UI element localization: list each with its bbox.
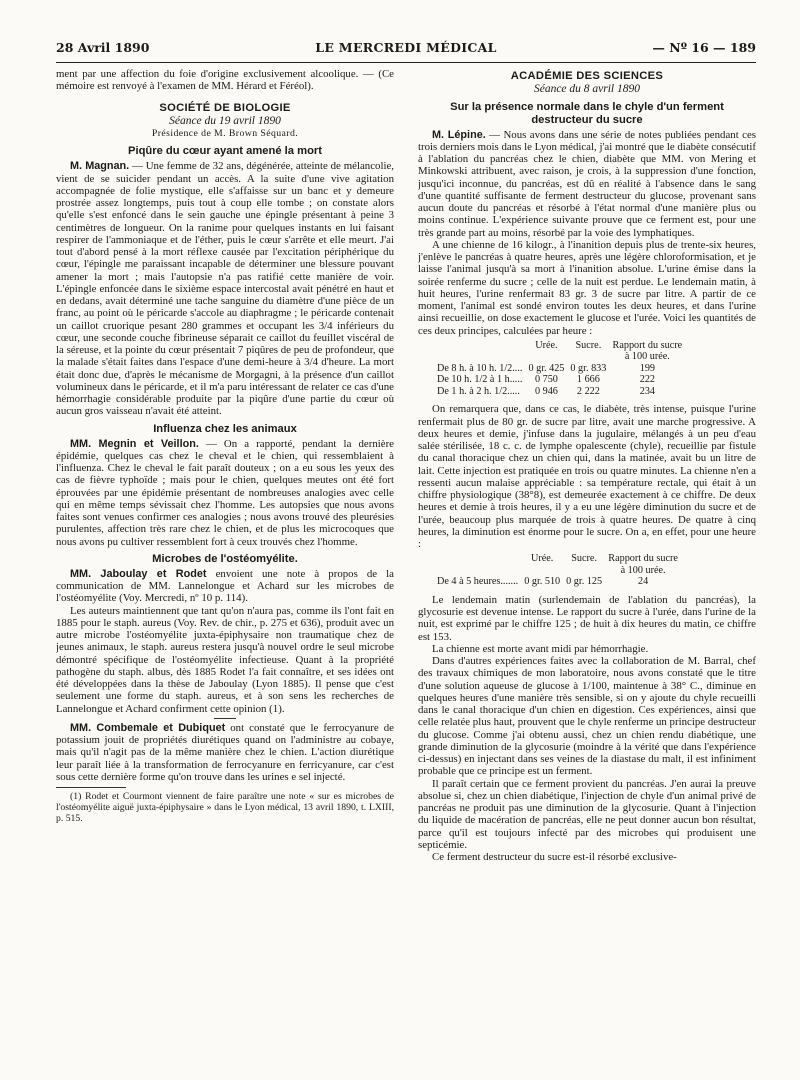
- issue-page-number: — Nº 16 — 189: [652, 40, 756, 55]
- table-cell: 0 750: [534, 374, 558, 386]
- academy-title: ACADÉMIE DES SCIENCES: [510, 70, 664, 82]
- table-header-row: [434, 553, 681, 576]
- paragraph-text: ont constaté que le ferrocyanure de potassium jouit de propriétés diurétiques quand on l'administre au cobaye, mais qu'il n'agit pas de la même manière chez le chien. L'action diurétique leur paraît liée à la transformation de ferrocyanure en ferricyanure, car c'est sous cette dernière forme qu'on trouve dans les urines e sel injecté.: [56, 721, 394, 783]
- table-row: [434, 363, 685, 375]
- paragraph-authors-maintain: Les auteurs maintiennent que tant qu'on n'aura pas, comme ils l'ont fait en 1885 pour le staph. aureus (Voy. Rev. de chir., p. 275 et 636), produit avec un autre microbe l'ostéomyélite juxta-épiphysaire non traumatique chez de jeunes animaux, le staph. aureus restera jusqu'à nouvel ordre le seul microbe démontré spécifique de l'ostéomyélite infectieuse. Quant à la propriété pathogène du staph. albus, dès 1885 Rodet l'a fait connaître, et ses idées ont été développées dans la thèse de Jaboulay (Lyon 1885). Il pense que c'est seulement une forme du staph. aureus, et à son sens les recherches de Lannelongue et Achard confirment cette opinion (1).: [56, 604, 394, 715]
- section-divider: [214, 718, 236, 719]
- table-cell: 0 gr. 833: [570, 362, 607, 374]
- table-cell: 0 gr. 425: [528, 362, 565, 374]
- table-cell: 222: [639, 374, 655, 386]
- footnote-rule: [56, 787, 126, 788]
- intro-paragraph: ment par une affection du foie d'origine exclusivement alcoolique. — (Ce mémoire est renvoyé à l'examen de MM. Hérard et Féréol).: [56, 68, 394, 93]
- paragraph-experiment: A une chienne de 16 kilogr., à l'inanition depuis plus de trente-six heures, j'enlève le pancréas à quatre heures, après une légère chloroformisation, et je laisse l'animal jusqu'à sa mort à l'inanition absolue. L'urine émise dans la soirée renferme du sucre ; celle de la nuit est perdue. Le lendemain matin, à huit heures, l'urine renfermait 83 gr. 3 de sucre par litre. A partir de ce moment, l'animal est sondé environ toutes les deux heures, et dans l'urine ainsi recueillie, on dose exactement le glucose et l'urée. Voici les quantités de ces deux principes, calculées par heure :: [418, 238, 756, 337]
- table-urea-sugar-2: [434, 553, 681, 588]
- paragraph-remark: On remarquera que, dans ce cas, le diabète, très intense, puisque l'urine renfermait plus de 80 gr. de sucre par litre, avait une marche progressive. A deux heures et demie, j'infuse dans la jugulaire, mélangés à un peu d'eau salée stérilisée, 18 c. c. de lymphe opalescente (chyle), recueillie par fistule du canal thoracique chez un chien qui, dans la matinée, avait bu un litre de lait. Cette injection est pratiquée en trois ou quatre minutes. La chienne n'en a ressenti aucun malaise appréciable : sa température rectale, qui était à un chiffre physiologique (38°8), est demeurée exactement à ce chiffre. De deux heures et demie à trois heures, il y a eu une légère diminution du sucre et de l'urée, beaucoup plus marquée de trois à quatre heures. De quatre à cinq heures, la diminution est énorme pour le sucre. On a, en effet, pour une heure :: [418, 403, 756, 550]
- table-header-cell: Urée.: [535, 339, 558, 351]
- speaker-name: MM. Megnin et Veillon.: [70, 437, 199, 450]
- table-cell: 0 gr. 125: [566, 576, 603, 588]
- table-cell: 2 222: [576, 385, 600, 397]
- section-title-osteomyelitis: Microbes de l'ostéomyélite.: [152, 552, 298, 565]
- paragraph-continuation: Ce ferment destructeur du sucre est-il résorbé exclusive-: [432, 851, 677, 863]
- table-header-cell: Sucre.: [571, 553, 597, 565]
- table-cell: De 4 à 5 heures.......: [437, 576, 519, 588]
- paragraph-jaboulay-rodet: [56, 568, 394, 605]
- table-cell: 234: [639, 385, 655, 397]
- paragraph-text: envoient une note à propos de la communication de MM. Lannelongue et Achard sur les microbes de l'ostéomyélite (Voy. Mercredi, nº 10 p. 114).: [56, 567, 394, 605]
- paragraph-text: — Une femme de 32 ans, dégénérée, atteinte de mélancolie, vient de se suicider pendant un accès. A la suite d'une vive agitation accompagnée de folie mystique, elle s'affaisse sur un banc et y demeure prostrée assez longtemps, puis tout à coup elle tombe ; on constate alors qu'elle s'est enfoncé dans le sein gauche une épingle présentant à peine 3 centimètres de longueur. On la ranime pour quelques instants en lui faisant respirer de l'ammoniaque et de l'éther, puis le cœur s'arrête et elle meurt. J'ai tout d'abord pensé à la mort réflexe causée par l'excitation périphérique du cœur, l'épingle me paraissant incapable de déterminer une blessure pouvant amener la mort ; mais l'autopsie n'a pas ratifié cette manière de voir. L'épingle enfoncée dans le sixième espace intercostal avait pénétré en haut et en dedans, avait déterminé une tache sanguine du diamètre d'une pièce de un franc, au point où le péricarde s'accole au diaphragme ; le péricarde contenait un caillot cruorique pesant 280 grammes et occupant les 3/4 inférieurs du cœur, une seconde couche fibrineuse séparait ce caillot du feuillet viscéral de la séreuse, et la pointe du cœur présentait 7 piqûres de peu de profondeur, que la malade s'était faites dans l'espace d'une demi-heure à 3/4 d'heure. La mort était donc due, d'après le mécanisme de Morgagni, à la présence d'un caillot volumineux dans le péricarde, et il m'a paru intéressant de relater ce cas d'une hémorrhagie considérable produite par la piqûre d'une partie du cœur où aucun gros vaisseau n'avait été atteint.: [56, 160, 394, 418]
- journal-title: LE MERCREDI MÉDICAL: [315, 40, 497, 55]
- table-header-cell: Urée.: [531, 553, 554, 565]
- table-header-cell: [434, 553, 521, 576]
- paragraph-megnin-veillon: [56, 438, 394, 548]
- table-header-cell: [434, 340, 525, 363]
- running-header: [56, 40, 756, 58]
- paragraph-barral: Dans d'autres expériences faites avec la collaboration de M. Barral, chef des travaux chimiques de mon laboratoire, nous avons constaté que le titre d'une solution aqueuse de glucose à 1/100, maintenue à 38° C., diminue en quelques heures d'une manière très sensible, si on y ajoute du chyle recueilli dans le canal thoracique d'un chien en digestion. Ces expériences, ainsi que celle relatée plus haut, prouvent que le chyle renferme un principe destructeur du glucose. Comme j'ai obtenu aussi, chez un chien rendu diabétique, une grande diminution de la glycosurie (moindre à la vérité que dans l'expérience ci-dessus) en injectant dans ses veines de la diastase du malt, il est infiniment probable que ce principe est un ferment.: [418, 655, 756, 778]
- table-cell: De 1 h. à 2 h. 1/2.....: [437, 385, 520, 397]
- session-date: Séance du 19 avril 1890: [169, 114, 281, 127]
- right-column: [418, 68, 756, 1078]
- table-cell: 199: [639, 362, 655, 374]
- table-cell: 24: [638, 576, 649, 588]
- table-header-cell: Rapport du sucre à 100 urée.: [612, 339, 683, 363]
- society-title: SOCIÉTÉ DE BIOLOGIE: [159, 101, 291, 114]
- paragraph-text: — On a rapporté, pendant la dernière épidémie, quelques cas chez le cheval et le chien, qui ressemblaient à l'influenza. Chez le cheval le fait paraît douteux ; on a eu sous les yeux des cas de fièvre typhoïde ; mais pour le chien, quelques meutes ont été fort éprouvées par une épidémie présentant de nombreuses analogies avec celle qui en même temps sévissait chez l'homme. Les autopsies que nous avons faites sont venues confirmer ces analogies ; nous avons trouvé des pleurésies purulentes, affection très rare chez le chien, et de plus les microcoques que nous avons pu cultiver ressemblent fort à ceux trouvés chez l'homme.: [56, 437, 394, 548]
- speaker-name: M. Lépine.: [432, 128, 486, 141]
- footnote: (1) Rodet et Courmont viennent de faire paraître une note « sur es microbes de l'ostéomyélite aiguë juxta-épiphysaire » dans le Lyon médical, 13 avril 1890, t. LXIII, p. 515.: [56, 791, 394, 824]
- table-header-row: [434, 340, 685, 363]
- paragraph-ferment-origin: Il paraît certain que ce ferment provient du pancréas. J'en aurai la preuve absolue si, chez un chien diabétique, l'injection de chyle d'un animal privé de pancréas ne produit pas une diminution de la glycosurie. Quant à l'injection du liquide de macération de pancréas, elle ne peut donner aucun bon résultat, parce qu'il est toujours infecté par des microbes qui produisent une septicémie.: [418, 777, 756, 851]
- paragraph-lepine: [418, 129, 756, 239]
- table-cell: De 10 h. 1/2 à 1 h.....: [437, 374, 523, 386]
- presidency-line: Présidence de M. Brown Séquard.: [151, 128, 299, 139]
- paragraph-combemale-dubiquet: [56, 722, 394, 783]
- table-row: [434, 386, 685, 398]
- table-row: [434, 374, 685, 386]
- table-cell: 0 946: [534, 385, 558, 397]
- header-rule: [56, 62, 756, 63]
- speaker-name: MM. Combemale et Dubiquet: [70, 721, 226, 734]
- table-header-cell: Rapport du sucre à 100 urée.: [608, 553, 678, 576]
- table-row: [434, 576, 681, 588]
- table-cell: De 8 h. à 10 h. 1/2....: [437, 362, 523, 374]
- academy-session-date: Séance du 8 avril 1890: [533, 83, 641, 96]
- paragraph-text: — Nous avons dans une série de notes publiées pendant ces trois derniers mois dans le Lyon médical, j'ai montré que le diabète consécutif à l'ablation du pancréas chez le chien, diabète que MM. von Mering et Minkowski attribuent, avec raison, je crois, à la suppression d'une fonction, jusqu'ici inconnue, du pancréas, est dû en réalité à l'absence dans le sang d'une quantité suffisante de ferment destructeur du glucose, provenant sans aucun doute du pancréas et résorbé à l'état normal d'une manière plus ou moins continue. L'expérience suivante prouve que ce ferment est, pour une très grande part au moins, résorbé par la voie des lymphatiques.: [418, 128, 756, 239]
- table-cell: 0 gr. 510: [524, 576, 561, 588]
- section-title-influenza: Influenza chez les animaux: [153, 422, 297, 435]
- table-cell: 1 666: [576, 374, 600, 386]
- section-title-chyle: Sur la présence normale dans le chyle d'un ferment destructeur du sucre: [450, 100, 724, 126]
- header-date: 28 Avril 1890: [56, 40, 150, 55]
- speaker-name: M. Magnan.: [70, 160, 130, 173]
- paragraph-next-morning: Le lendemain matin (surlendemain de l'ablation du pancréas), la glycosurie est devenue intense. Le rapport du sucre à l'urée, dans l'urine de la nuit, est exprimé par le chiffre 125 ; de huit à dix heures du matin, ce chiffre est 153.: [418, 593, 756, 643]
- section-title-heart-puncture: Piqûre du cœur ayant amené la mort: [128, 145, 322, 158]
- left-column: [56, 68, 394, 1078]
- paragraph-death: La chienne est morte avant midi par hémorrhagie.: [432, 642, 649, 655]
- table-header-cell: Sucre.: [575, 339, 602, 351]
- table-urea-sugar-1: [434, 340, 685, 398]
- paragraph-magnan: [56, 160, 394, 417]
- speaker-name: MM. Jaboulay et Rodet: [70, 567, 207, 580]
